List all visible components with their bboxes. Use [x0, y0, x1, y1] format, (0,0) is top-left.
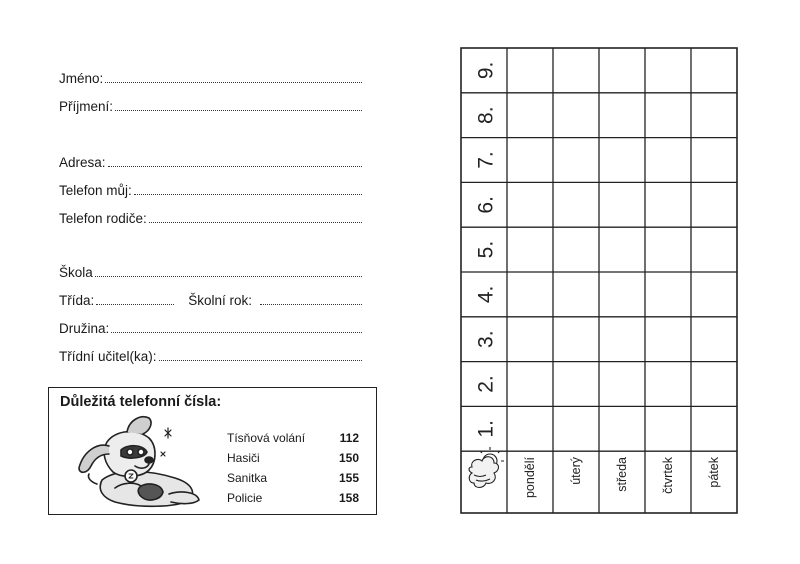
- teacher-label: Třídní učitel(ka):: [59, 349, 157, 364]
- teacher-field[interactable]: [59, 342, 362, 364]
- address-label: Adresa:: [59, 155, 106, 170]
- timetable-cell[interactable]: [554, 49, 598, 92]
- phone-parents-dotted-line[interactable]: [149, 221, 362, 223]
- timetable-cell[interactable]: [508, 49, 552, 92]
- lesson-number: 9.: [474, 61, 498, 80]
- timetable-cell[interactable]: [508, 318, 552, 361]
- timetable-cell[interactable]: [646, 183, 690, 226]
- timetable-cell[interactable]: [692, 407, 736, 450]
- timetable-cell[interactable]: [508, 363, 552, 406]
- phone-name: Sanitka: [227, 471, 268, 485]
- lesson-number: 1.: [474, 420, 498, 438]
- timetable-cell[interactable]: [554, 363, 598, 406]
- lesson-number: 4.: [474, 285, 498, 304]
- address-dotted-line[interactable]: [108, 165, 362, 167]
- phone-number: 112: [339, 431, 359, 445]
- school-label: Škola: [59, 265, 93, 280]
- timetable-cell[interactable]: [646, 363, 690, 406]
- name-dotted-line[interactable]: [105, 81, 362, 83]
- after-school-dotted-line[interactable]: [111, 331, 362, 333]
- after-school-field[interactable]: [59, 314, 362, 336]
- phone-row: [227, 468, 359, 488]
- timetable-cell[interactable]: [692, 318, 736, 361]
- timetable-cell[interactable]: [554, 407, 598, 450]
- surname-field[interactable]: [59, 92, 362, 114]
- phone-number: 158: [338, 491, 359, 505]
- timetable-cell[interactable]: [692, 273, 736, 316]
- timetable-cell[interactable]: [600, 363, 644, 406]
- timetable-cell[interactable]: [646, 273, 690, 316]
- timetable-cell[interactable]: [508, 139, 552, 182]
- address-field[interactable]: [59, 148, 362, 170]
- phone-name: Policie: [227, 491, 263, 505]
- timetable-cell[interactable]: [600, 273, 644, 316]
- timetable-cell[interactable]: [600, 183, 644, 226]
- timetable-cell[interactable]: [646, 407, 690, 450]
- timetable-grid: [460, 47, 738, 515]
- timetable-cell[interactable]: [600, 49, 644, 92]
- class-dotted-line[interactable]: [96, 303, 174, 305]
- timetable-cell[interactable]: [508, 407, 552, 450]
- class-and-year-field[interactable]: [59, 286, 362, 308]
- school-year-label: Školní rok:: [188, 293, 253, 308]
- day-name: středa: [615, 457, 629, 492]
- phone-own-label: Telefon můj:: [59, 183, 132, 198]
- timetable-cell[interactable]: [554, 183, 598, 226]
- sun-cloud-icon: [469, 447, 504, 488]
- phone-number: 150: [338, 451, 359, 465]
- timetable-cell[interactable]: [508, 94, 552, 137]
- surname-dotted-line[interactable]: [115, 109, 362, 111]
- lesson-number: 8.: [474, 106, 498, 124]
- timetable-cell[interactable]: [692, 139, 736, 182]
- timetable-cell[interactable]: [554, 139, 598, 182]
- important-phones-box: [48, 387, 377, 515]
- phones-title: Důležitá telefonní čísla:: [60, 394, 222, 410]
- phone-number: 155: [338, 471, 359, 485]
- phone-name: Hasiči: [227, 451, 260, 465]
- phones-table: [227, 428, 359, 508]
- timetable-cell[interactable]: [692, 94, 736, 137]
- timetable-cell[interactable]: [554, 94, 598, 137]
- timetable-cell[interactable]: [646, 49, 690, 92]
- timetable-cell[interactable]: [554, 318, 598, 361]
- class-label: Třída:: [59, 293, 95, 308]
- lesson-number: 6.: [474, 196, 498, 214]
- phone-name: Tísňová volání: [227, 431, 306, 445]
- name-field[interactable]: [59, 64, 362, 86]
- timetable-cell[interactable]: [646, 139, 690, 182]
- timetable-cell[interactable]: [600, 318, 644, 361]
- timetable-cell[interactable]: [508, 228, 552, 271]
- phone-row: [227, 448, 359, 468]
- timetable-cell[interactable]: [508, 273, 552, 316]
- lesson-number: 7.: [474, 151, 498, 169]
- timetable-cell[interactable]: [600, 139, 644, 182]
- timetable-cell[interactable]: [600, 228, 644, 271]
- teacher-dotted-line[interactable]: [159, 359, 362, 361]
- day-name: pondělí: [523, 457, 537, 499]
- surname-label: Příjmení:: [59, 99, 114, 114]
- timetable-cell[interactable]: [508, 183, 552, 226]
- day-name: pátek: [707, 457, 721, 488]
- school-year-dotted-line[interactable]: [260, 303, 362, 305]
- phone-parents-field[interactable]: [59, 204, 362, 226]
- timetable-cell[interactable]: [554, 228, 598, 271]
- lesson-number: 5.: [474, 240, 498, 259]
- timetable-cell[interactable]: [600, 94, 644, 137]
- school-field[interactable]: [59, 258, 362, 280]
- school-dotted-line[interactable]: [95, 275, 362, 277]
- phone-own-field[interactable]: [59, 176, 362, 198]
- timetable-cell[interactable]: [692, 363, 736, 406]
- timetable-cell[interactable]: [554, 273, 598, 316]
- timetable-cell[interactable]: [692, 183, 736, 226]
- after-school-label: Družina:: [59, 321, 110, 336]
- day-name: čtvrtek: [661, 457, 675, 494]
- timetable: [460, 47, 738, 520]
- lesson-number: 2.: [474, 375, 498, 393]
- timetable-cell[interactable]: [646, 228, 690, 271]
- cartoon-dog-icon: [57, 412, 207, 512]
- timetable-cell[interactable]: [692, 49, 736, 92]
- timetable-cell[interactable]: [692, 228, 736, 271]
- name-label: Jméno:: [59, 71, 104, 86]
- lesson-number: 3.: [474, 330, 498, 348]
- phone-own-dotted-line[interactable]: [134, 193, 362, 195]
- phone-row: [227, 488, 359, 508]
- phone-parents-label: Telefon rodiče:: [59, 211, 147, 226]
- timetable-cell[interactable]: [600, 407, 644, 450]
- day-name: úterý: [569, 457, 583, 485]
- timetable-cell[interactable]: [646, 318, 690, 361]
- phone-row: [227, 428, 359, 448]
- timetable-cell[interactable]: [646, 94, 690, 137]
